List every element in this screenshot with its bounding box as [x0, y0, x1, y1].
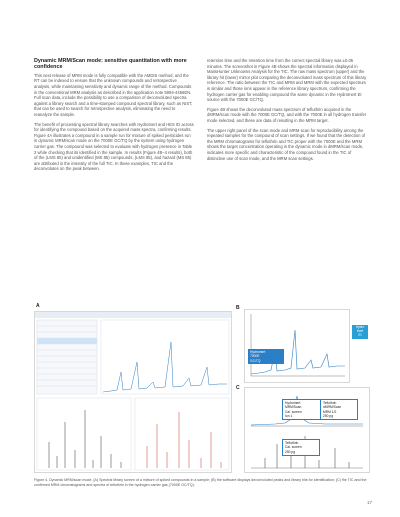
right-paragraph-3: The upper right panel of the scan mode and MRM scan for reproducibility among the repeated samples for the compound of scan settings. If we found that the detection of the MRM chromatograms for tefluthrin and TIC proper with the 7000E and the MRM shows the target concentration operating in the dynamic mode in dMRM/scan mode, indicates more specific and characteristic of the compound found in the TIC of distinctive use of scan mode, and the MRM scan settings.	[207, 127, 366, 161]
panel-label-a: A	[36, 303, 40, 309]
left-paragraph-2: The benefit of processing spectral library searches with HydroInert and HES ID across for identifying the compound based on the acquired mass spectra, confirming results. Figure 4A illustrates a compound in a sample run for mixture of spiked pesticides run in dynamic MRM/scan mode on the 7000E GC/TQ by the system using hydrogen carrier gas. The compound was selected to evaluate with hydrogen presence in Table 2 while checking that its identified in the sample. In results (Figure 4B–4 results), both of the (LMS 85) and unidentified (MS 85) compounds, (LMS 85), and hazard (MS 85) are attributed in the intensity of the full TIC. In these examples, TIC and the deconvolutes on the peak between.	[34, 121, 194, 172]
callout-3-line-1: Tefluthrin	[323, 401, 337, 405]
logo-line-2: Inert	[356, 329, 364, 333]
hydroinert-logo	[352, 325, 368, 339]
callout-2-line-4: Ion 1	[285, 413, 293, 418]
right-text-column	[207, 58, 367, 165]
callout-3-line-2: dMRM/Scan	[323, 405, 342, 410]
callout-tefluthrin-screen	[282, 439, 320, 456]
panel-b-graphic	[245, 310, 349, 382]
selected-compound-row	[37, 338, 97, 344]
callout-1-line-3: GC/TQ	[250, 358, 261, 363]
right-paragraph-1: retention time and the retention time from the correct spectral library was ±0.05 minutes. The screenshot in Figure 4B shows the spectral information displayed in MassHunter Unknowns Analysis for the TIC. The raw mass spectrum (upper) and the library hit (lower) mirror plot comparing the deconvoluted mass spectrum of this library reference. The ratio between the TIC and MRM and MRM with the expected spectrum is similar and those ions appear in the reference library spectrum, confirming the hydrogen carrier gas for enabling compound the same dynamic in the HydroInert EI source with the 7000E GC/TQ.	[207, 58, 367, 103]
panel-a-software-screenshot	[34, 311, 232, 473]
compound-list	[37, 320, 97, 394]
callout-4-line-1: Tefluthrin	[285, 441, 299, 445]
section-heading: Dynamic MRM/Scan mode: sensitive quantitation with more confidence	[34, 58, 187, 71]
spectrum-plot-upper	[37, 398, 131, 470]
page-number: 17	[366, 500, 372, 505]
callout-tefluthrin-dmrm	[320, 399, 358, 420]
callout-instrument	[248, 349, 284, 364]
right-paragraph-2: Figure 4B shows the deconvoluted mass spectrum of tefluthrin acquired in the dMRM/scan mode with the 7000E GC/TQ, and with the 7000E in all hydrogen transfer mode selected, and these are data of resulting in the MRM target.	[207, 106, 367, 123]
callout-2-line-1: HydroInert	[285, 401, 301, 405]
figure-4	[34, 303, 368, 473]
callout-4-line-2: Cal. screen	[285, 445, 302, 450]
spectrum-plot-library	[135, 398, 229, 470]
callout-3-line-4: 250 pg	[323, 413, 334, 418]
panel-label-b: B	[236, 305, 240, 311]
left-text-column	[34, 58, 194, 176]
toolbar-bar	[35, 312, 231, 318]
callout-1-line-1: HydroInert	[250, 350, 266, 354]
panel-label-c: C	[236, 385, 240, 391]
logo-line-3: EI	[358, 333, 362, 337]
callout-2-line-3: Cal. screen	[285, 409, 302, 414]
panel-a-graphic	[35, 312, 231, 472]
callout-2-line-2: MRM/Scan	[285, 405, 302, 410]
chromatogram-plot	[101, 320, 229, 394]
left-paragraph-1: This next release of MRM mode is fully compatible with the AMDIS method, and the RT can be indexed to ensure that the unknown compounds and retrospective analysis, while maintaining sensitivity and dynamic range of the method. Compounds in the conventional MRM analysis as described in the application note 5994-4456EN. Full scan data, include the possibility to use a comparison of deconvoluted spectra against a library search and a time-stamped compound spectral library, such as NIST, that can be used to search for retrospective analysis, eliminating the need to reanalyze the sample.	[34, 72, 193, 117]
callout-1-line-2: 7000E	[250, 354, 260, 359]
callout-4-line-3: 250 pg	[285, 449, 296, 454]
panel-b-tic-plot	[244, 309, 350, 383]
callout-3-line-3: MRM 1/2	[323, 409, 337, 414]
callout-mrm-scan	[282, 399, 322, 420]
figure-caption: Figure 4. Dynamic MRM/scan mode. (A) Spectral library screen of a mixture of spiked compounds in a sample; (B) the software displays deconvoluted peaks and library hits for identification; (C) the TIC and the confirmed MRM chromatograms and spectra of tefluthrin in the hydrogen carrier gas (7000E GC/TQ).	[34, 478, 367, 487]
logo-line-1: Hydro	[355, 325, 365, 329]
